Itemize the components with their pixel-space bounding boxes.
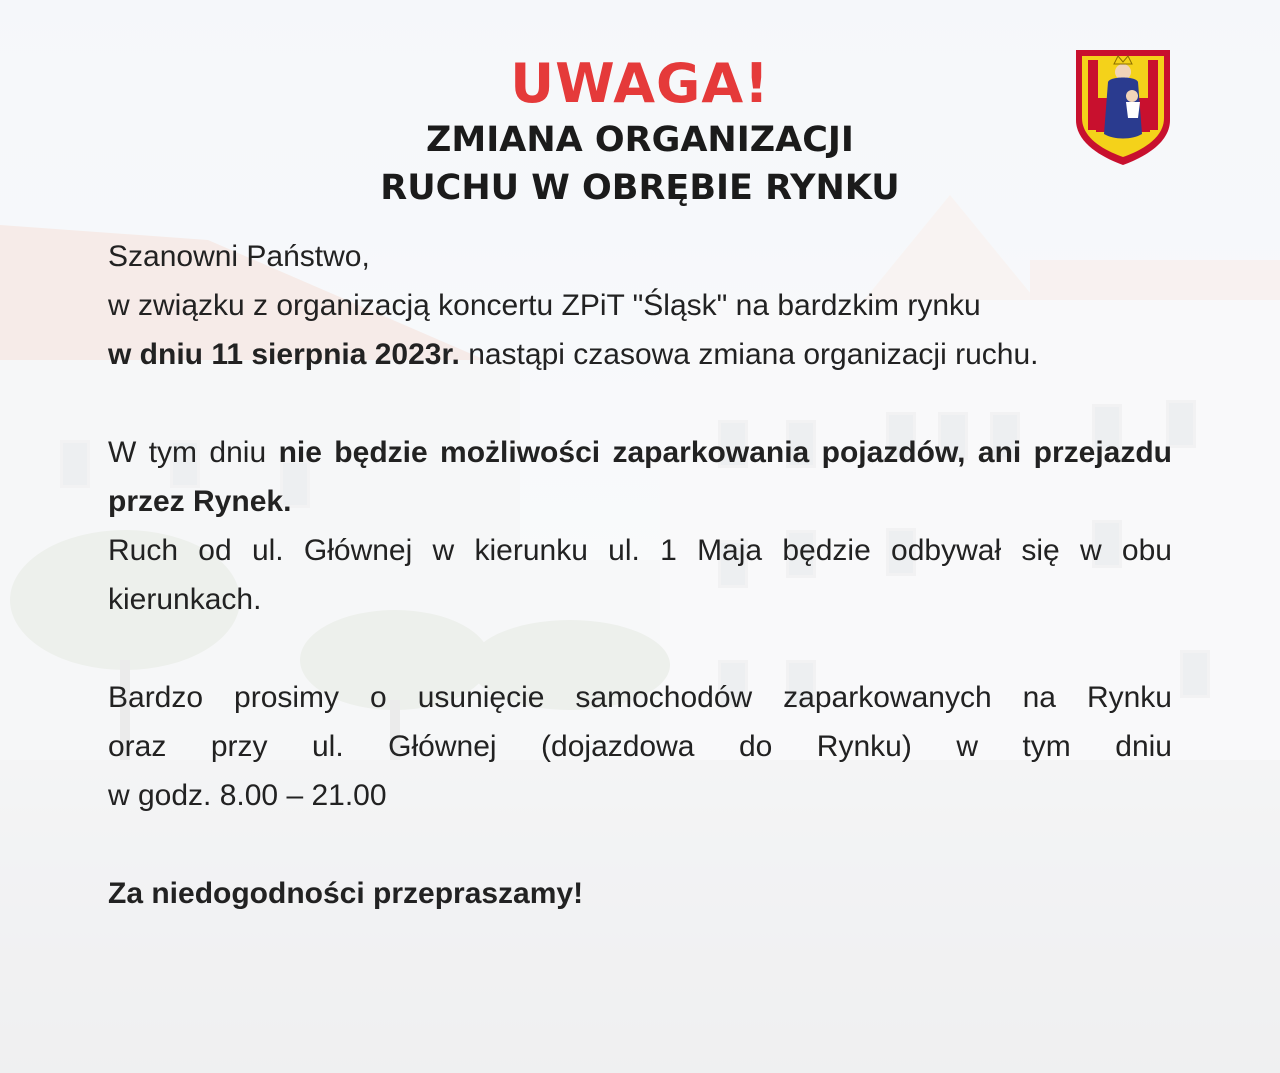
- alert-heading: UWAGA!: [510, 52, 770, 115]
- paragraph-2: [108, 428, 1172, 526]
- title-line-1: ZMIANA ORGANIZACJI: [426, 120, 854, 160]
- closing-apology: [108, 869, 1172, 918]
- paragraph-3-line-2: oraz przy ul. Głównej (dojazdowa do Rynku) w tym dniu: [108, 730, 1172, 763]
- greeting: Szanowni Państwo,: [108, 240, 370, 273]
- title-line-2: RUCHU W OBRĘBIE RYNKU: [380, 168, 900, 208]
- paragraph-1-line-1: w związku z organizacją koncertu ZPiT "Śląsk" na bardzkim rynku: [108, 289, 981, 322]
- coat-of-arms-icon: [1072, 46, 1174, 168]
- notice-body: [108, 232, 1172, 918]
- parking-restriction: nie będzie możliwości zaparkowania pojazdów, ani przejazdu przez Rynek.: [108, 436, 1172, 518]
- traffic-info: Ruch od ul. Głównej w kierunku ul. 1 Maja będzie odbywał się w obu kierunkach.: [108, 534, 1172, 616]
- closing-text: Za niedogodności przepraszamy!: [108, 877, 584, 910]
- paragraph-2-intro: W tym dniu: [108, 436, 267, 469]
- paragraph-3-line-3: w godz. 8.00 – 21.00: [108, 779, 387, 812]
- event-date: w dniu 11 sierpnia 2023r.: [108, 338, 460, 371]
- paragraph-1-end: nastąpi czasowa zmiana organizacji ruchu.: [468, 338, 1039, 371]
- paragraph-1-rest: [108, 330, 1172, 379]
- paragraph-3-line-1: Bardzo prosimy o usunięcie samochodów zaparkowanych na Rynku: [108, 681, 1172, 714]
